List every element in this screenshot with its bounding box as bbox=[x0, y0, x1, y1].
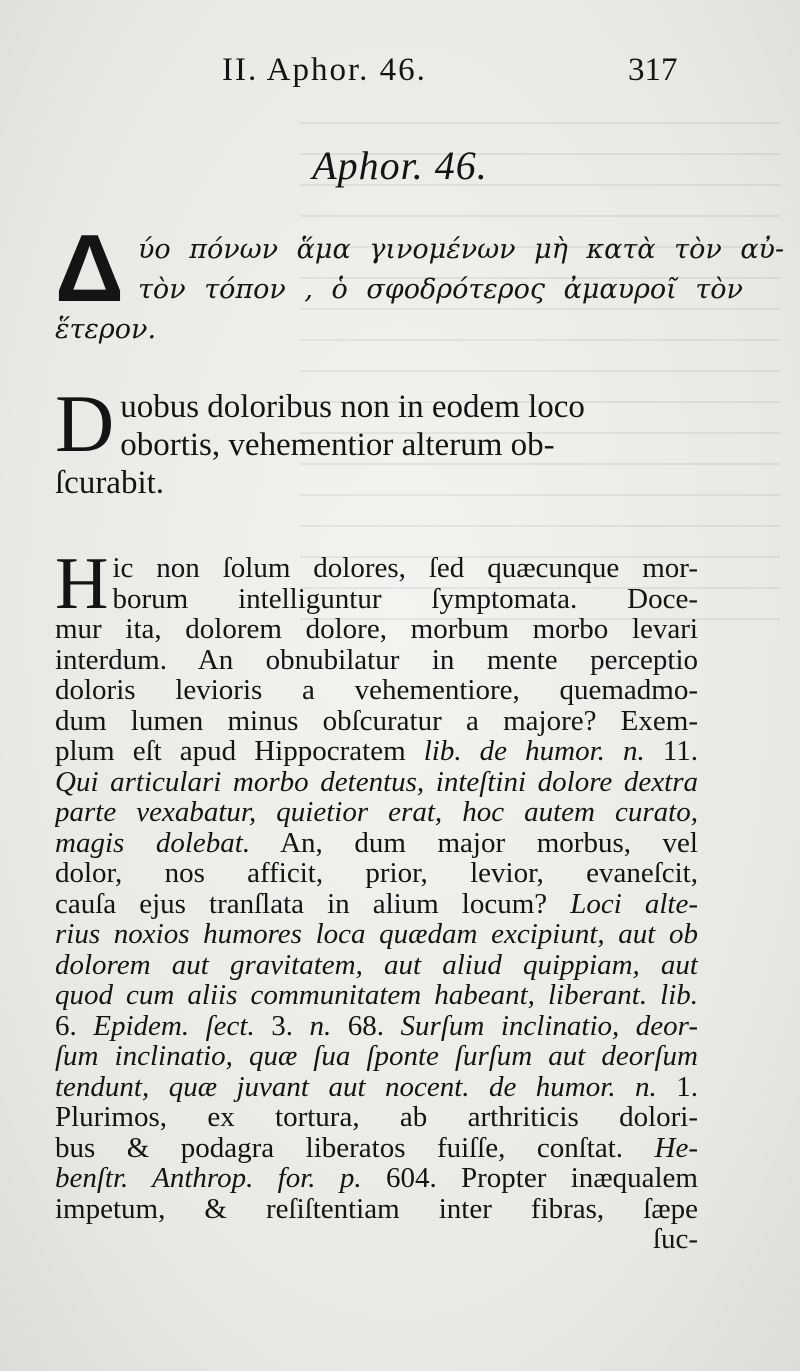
text-run: doloris levioris a vehementiore, quemadmo- bbox=[55, 675, 698, 706]
commentary-line bbox=[55, 797, 698, 828]
commentary-line bbox=[55, 675, 698, 706]
greek-line: ύο πόνων ἅμα γινομένων μὴ κατὰ τὸν αὐ- bbox=[138, 234, 785, 265]
commentary-line bbox=[55, 1041, 698, 1072]
text-run: Plurimos, ex tortura, ab arthriticis dolori- bbox=[55, 1102, 698, 1133]
commentary-line bbox=[55, 736, 698, 767]
commentary-line bbox=[112, 584, 698, 615]
text-run: mur ita, dolorem dolore, morbum morbo levari bbox=[55, 614, 698, 645]
text-run: 68. bbox=[331, 1010, 401, 1041]
greek-drop-cap: Δ bbox=[55, 215, 124, 322]
text-run: Loci alte- bbox=[570, 888, 698, 919]
text-run: impetum, & reſiſtentiam inter fibras, ſæpe bbox=[55, 1193, 698, 1224]
commentary-line bbox=[55, 645, 698, 676]
latin-drop-cap: D bbox=[55, 378, 115, 469]
text-run: interdum. An obnubilatur in mente perceptio bbox=[55, 644, 698, 675]
text-run: benſtr. Anthrop. for. p. bbox=[55, 1163, 362, 1194]
commentary-line bbox=[55, 950, 698, 981]
latin-line: ſcurabit. bbox=[55, 465, 165, 501]
commentary-line bbox=[55, 767, 698, 798]
text-run: n. bbox=[309, 1010, 332, 1041]
text-run: quod cum aliis communitatem habeant, liberant. lib. bbox=[55, 980, 698, 1011]
text-run: 3. bbox=[254, 1010, 310, 1041]
commentary-line bbox=[55, 1163, 698, 1194]
text-run: Epidem. ſect. bbox=[93, 1010, 255, 1041]
text-run: He- bbox=[654, 1132, 698, 1163]
commentary-line bbox=[55, 889, 698, 920]
greek-line: τὸν τόπον , ὁ σφοδρότερος ἀμαυροῖ τὸν bbox=[138, 274, 743, 305]
text-run: magis dolebat. bbox=[55, 827, 251, 858]
text-run: 11. bbox=[644, 736, 698, 767]
commentary-line bbox=[55, 614, 698, 645]
text-run: rius noxios humores loca quædam excipiunt, aut ob bbox=[55, 919, 698, 950]
text-run: dolor, nos afficit, prior, levior, evaneſcit, bbox=[55, 858, 698, 889]
text-run: tendunt, quæ juvant aut nocent. de humor. n. bbox=[55, 1071, 657, 1102]
running-head: II. Aphor. 46. bbox=[222, 52, 427, 88]
commentary-line bbox=[55, 858, 698, 889]
page-number: 317 bbox=[628, 52, 678, 88]
latin-translation bbox=[55, 378, 695, 502]
aphorism-title: Aphor. 46. bbox=[312, 143, 488, 188]
commentary-line bbox=[55, 919, 698, 950]
text-run: cauſa ejus tranſlata in alium locum? bbox=[55, 888, 571, 919]
latin-line: obortis, vehementior alterum ob- bbox=[120, 427, 555, 463]
commentary-line bbox=[55, 1133, 698, 1164]
commentary-line bbox=[55, 828, 698, 859]
text-run: plum eſt apud Hippocratem bbox=[55, 736, 424, 767]
text-run: ſum inclinatio, quæ ſua ſponte ſurſum aut deorſum bbox=[55, 1041, 698, 1072]
text-run: Surſum inclinatio, deor- bbox=[400, 1010, 698, 1041]
text-run: lib. de humor. n. bbox=[423, 736, 645, 767]
commentary-drop-cap: H bbox=[55, 543, 109, 625]
text-run: bus & podagra liberatos fuiſſe, conſtat. bbox=[55, 1132, 655, 1163]
commentary-line bbox=[55, 980, 698, 1011]
text-run: 1. bbox=[656, 1071, 698, 1102]
commentary-line bbox=[55, 1102, 698, 1133]
text-run: Qui articulari morbo detentus, inteſtini dolore dextra bbox=[55, 766, 698, 797]
commentary-paragraph bbox=[55, 543, 698, 1255]
text-run: ſuc- bbox=[652, 1224, 698, 1255]
commentary-line bbox=[55, 706, 698, 737]
commentary-line bbox=[55, 1224, 698, 1255]
page-header bbox=[0, 52, 800, 92]
commentary-line bbox=[55, 1011, 698, 1042]
greek-line: ἕτερον. bbox=[55, 314, 157, 345]
text-run: parte vexabatur, quietior erat, hoc autem curato, bbox=[55, 797, 698, 828]
text-run: 604. Propter inæqualem bbox=[361, 1163, 698, 1194]
latin-line: uobus doloribus non in eodem loco bbox=[120, 389, 585, 425]
text-run: dolorem aut gravitatem, aut aliud quippiam, aut bbox=[55, 949, 698, 980]
text-run: borum intelliguntur ſymptomata. Doce- bbox=[112, 583, 698, 614]
commentary-line bbox=[55, 1194, 698, 1225]
commentary-line bbox=[55, 1072, 698, 1103]
greek-text bbox=[55, 215, 785, 350]
commentary-line bbox=[112, 553, 698, 584]
text-run: 6. bbox=[55, 1010, 94, 1041]
text-run: An, dum major morbus, vel bbox=[250, 827, 698, 858]
text-run: dum lumen minus obſcuratur a majore? Exem- bbox=[55, 705, 698, 736]
text-run: ic non ſolum dolores, ſed quæcunque mor- bbox=[112, 553, 698, 584]
